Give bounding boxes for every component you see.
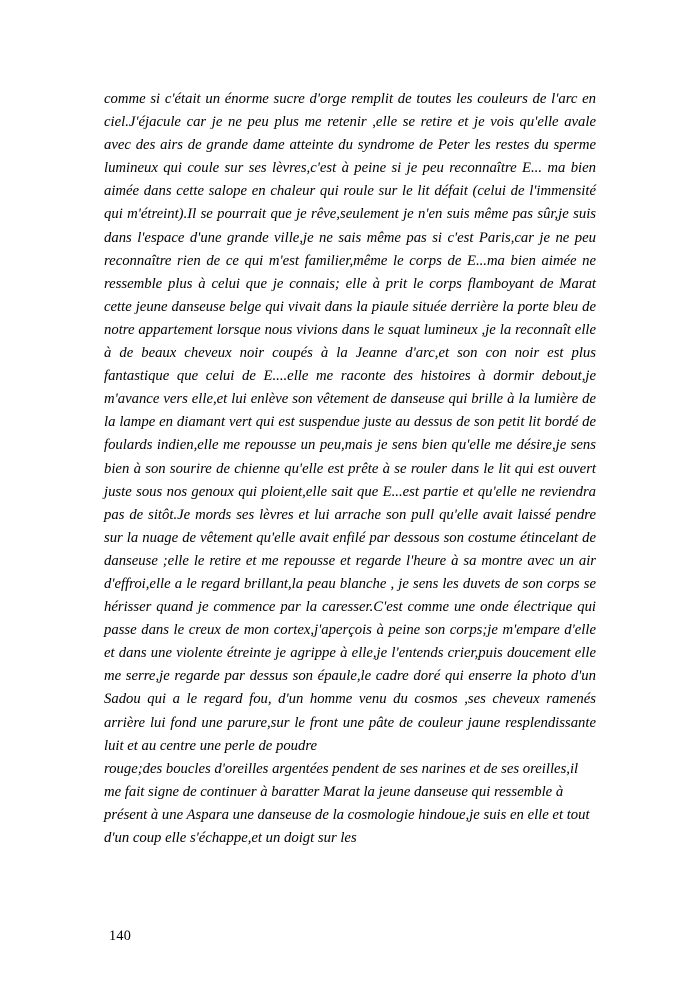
page-number: 140 [109,928,132,944]
paragraph-1: comme si c'était un énorme sucre d'orge remplit de toutes les couleurs de l'arc en ciel.J'éjacule car je ne peu plus me retenir ,elle se retire et je vois qu'elle avale avec des airs de grande dame atteinte du syndrome de Peter les restes du sperme lumineux qui coule sur ses lèvres,c'est à peine si je peu reconnaître E... ma bien aimée dans cette salope en chaleur qui roule sur le lit défait (celui de l'immensité qui m'étreint).Il se pourrait que je rêve,seulement je n'en suis même pas sûr,je suis dans l'espace d'une grande ville,je ne sais même pas si c'est Paris,car je ne peu reconnaître rien de ce qui m'est familier,même le corps de E...ma bien aimée ne ressemble plus à celui que je connais; elle à prit le corps flamboyant de Marat cette jeune danseuse belge qui vivait dans la piaule située derrière la porte bleu de notre appartement lorsque nous vivions dans le squat lumineux ,je la reconnaît elle à de beaux cheveux noir coupés à la Jeanne d'arc,et son con noir est plus fantastique que celui de E....elle me raconte des histoires à dormir debout,je m'avance vers elle,et lui enlève son vêtement de danseuse qui brille à la lumière de la lampe en diamant vert qui est suspendue juste au dessus de son petit lit bordé de foulards indien,elle me repousse un peu,mais je sens bien qu'elle me désire,je sens bien à son sourire de chienne qu'elle est prête à se rouler dans le lit qui est ouvert juste sous nos genoux qui ploient,elle sait que E...est partie et qu'elle ne reviendra pas de sitôt.Je mords ses lèvres et lui arrache son pull qu'elle avait laissé pendre sur la nuage de vêtement qu'elle avait enfilé par dessous son costume étincelant de danseuse ;elle le retire et me repousse et regarde l'heure à sa montre avec un air d'effroi,elle a le regard brillant,la peau blanche , je sens les duvets de son corps se hérisser quand je commence par la caresser.C'est comme une onde électrique qui passe dans le creux de mon cortex,j'aperçois à peine son corps;je m'empare d'elle et dans une violente étreinte je agrippe à elle,je l'entends crier,puis doucement elle me serre,je regarde par dessus son épaule,le cadre doré qui enserre la photo d'un Sadou qui a le regard fou, d'un homme venu du cosmos ,ses cheveux ramenés arrière lui fond une parure,sur le front une pâte de couleur jaune resplendissante luit et au centre une perle de poudre [104,91,596,754]
paragraph-2: rouge;des boucles d'oreilles argentées pendent de ses narines et de ses oreilles,il me fait signe de continuer à baratter Marat la jeune danseuse qui ressemble à présent à une Aspara une danseuse de la cosmologie hindoue,je suis en elle et tout d'un coup elle s'échappe,et un doigt sur les [104,760,590,846]
page-body-text [104,88,596,850]
